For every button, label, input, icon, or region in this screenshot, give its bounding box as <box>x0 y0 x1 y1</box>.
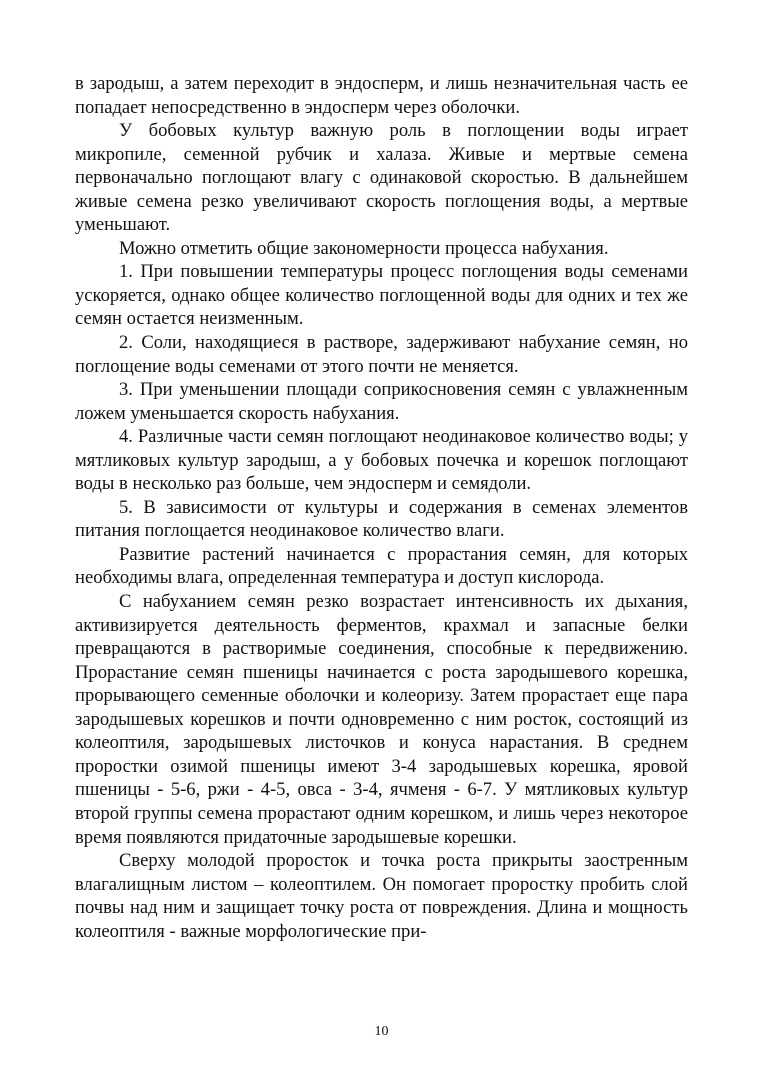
paragraph-legumes-water-uptake: У бобовых культур важную роль в поглощении воды играет микропиле, семенной рубчик и халаза. Живые и мертвые семена первоначально поглощают влагу с одинаковой скоростью. В дальнейшем живые семена резко увеличивают скорость поглощения воды, а мертвые уменьшают. <box>75 120 688 236</box>
paragraph-coleoptile: Сверху молодой проросток и точка роста прикрыты заостренным влагалищным листом – колеоптилем. Он помогает проростку пробить слой почвы над ним и защищает точку роста от повреждения. Длина и мощность колеоптиля - важные морфологические при- <box>75 850 688 942</box>
paragraph-swelling-regularities: Можно отметить общие закономерности процесса набухания. <box>119 237 609 259</box>
page-body <box>75 72 688 943</box>
paragraph-continuation: в зародыш, а затем переходит в эндосперм, и лишь незначительная часть ее попадает непосредственно в эндосперм через оболочки. <box>75 73 688 118</box>
list-item-1: 1. При повышении температуры процесс поглощения воды семенами ускоряется, однако общее количество поглощенной воды для одних и тех же семян остается неизменным. <box>75 261 688 330</box>
paragraph-germination-process: С набуханием семян резко возрастает интенсивность их дыхания, активизируется деятельность ферментов, крахмал и запасные белки превращаются в растворимые соединения, способные к передвижению. Прорастание семян пшеницы начинается с роста зародышевого корешка, прорывающего семенные оболочки и колеоризу. Затем прорастает еще пара зародышевых корешков и почти одновременно с ним росток, состоящий из колеоптиля, зародышевых листочков и конуса нарастания. В среднем проростки озимой пшеницы имеют 3-4 зародышевых корешка, яровой пшеницы - 5-6, ржи - 4-5, овса - 3-4, ячменя - 6-7. У мятликовых культур второй группы семена прорастают одним корешком, и лишь через некоторое время появляются придаточные зародышевые корешки. <box>75 591 688 848</box>
list-item-3: 3. При уменьшении площади соприкосновения семян с увлажненным ложем уменьшается скорость набухания. <box>75 379 688 424</box>
list-item-5: 5. В зависимости от культуры и содержания в семенах элементов питания поглощается неодинаковое количество влаги. <box>75 496 688 542</box>
list-item-4: 4. Различные части семян поглощают неодинаковое количество воды; у мятликовых культур зародыш, а у бобовых почечка и корешок поглощают воды в несколько раз больше, чем эндосперм и семядоли. <box>75 426 688 495</box>
list-item-2: 2. Соли, находящиеся в растворе, задерживают набухание семян, но поглощение воды семенами от этого почти не меняется. <box>75 332 688 377</box>
paragraph-germination-start: Развитие растений начинается с прорастания семян, для которых необходимы влага, определенная температура и доступ кислорода. <box>75 543 688 589</box>
page-number: 10 <box>374 1024 389 1039</box>
